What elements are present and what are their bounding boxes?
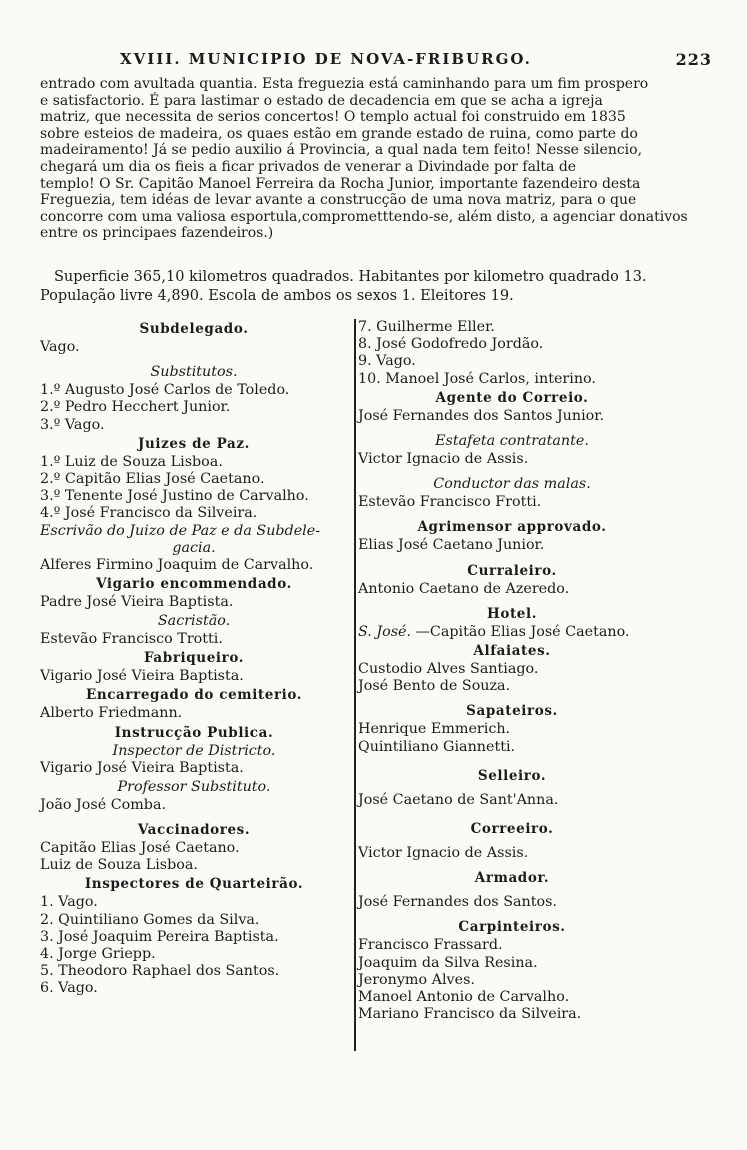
stats-population-line: População livre 4,890. Escola de ambos os sexos 1. Eleitores 19. bbox=[40, 288, 514, 304]
section-heading: Encarregado do cemiterio. bbox=[85, 687, 303, 704]
list-item: 8. José Godofredo Jordão. bbox=[358, 336, 544, 353]
section-heading: Conductor das malas. bbox=[433, 476, 591, 493]
section-heading: Vigario encommendado. bbox=[96, 575, 292, 592]
stats-area-line: Superficie 365,10 kilometros quadrados. Habitantes por kilometro quadrado 13. bbox=[54, 269, 647, 285]
entry: Vago. bbox=[40, 339, 80, 355]
intro-line: concorre com uma valiosa esportula,comprometttendo-se, além disto, a agenciar donativos bbox=[40, 208, 688, 225]
section-heading: Agrimensor approvado. bbox=[417, 519, 607, 536]
intro-line: e satisfactorio. É para lastimar o estado de decadencia em que se acha a igreja bbox=[40, 92, 603, 109]
entry: Victor Ignacio de Assis. bbox=[358, 845, 529, 862]
section-heading: Escrivão do Juizo de Paz e da Subdele- bbox=[40, 522, 321, 539]
entry: Estevão Francisco Frotti. bbox=[358, 494, 542, 511]
list-item: 10. Manoel José Carlos, interino. bbox=[358, 370, 596, 387]
intro-line: entrado com avultada quantia. Esta freguezia está caminhando para um fim prospero bbox=[40, 76, 649, 92]
hotel-name: S. José. bbox=[358, 623, 412, 640]
entry: Alberto Friedmann. bbox=[40, 705, 183, 722]
list-item: 1. Vago. bbox=[40, 894, 98, 911]
hotel-owner: —Capitão Elias José Caetano. bbox=[411, 623, 630, 640]
entry: Elias José Caetano Junior. bbox=[358, 537, 545, 554]
column-divider bbox=[354, 319, 356, 1051]
entry: José Fernandes dos Santos Junior. bbox=[358, 407, 605, 424]
list-item: 4. Jorge Griepp. bbox=[40, 946, 156, 963]
list-item: 2.º Pedro Hecchert Junior. bbox=[40, 399, 231, 416]
list-item: Manoel Antonio de Carvalho. bbox=[358, 989, 570, 1006]
statistics bbox=[40, 268, 712, 306]
list-item: 3.º Vago. bbox=[40, 416, 105, 433]
section-heading: Professor Substituto. bbox=[117, 778, 271, 795]
section-heading: Selleiro. bbox=[477, 767, 547, 784]
list-item: Luiz de Souza Lisboa. bbox=[40, 857, 198, 874]
section-heading: Curraleiro. bbox=[467, 562, 557, 579]
list-item: 2.º Capitão Elias José Caetano. bbox=[40, 471, 265, 488]
intro-line: madeiramento! Já se pedio auxilio á Provincia, a qual nada tem feito! Nesse silencio, bbox=[40, 142, 643, 159]
intro-line: sobre esteios de madeira, os quaes estão em grande estado de ruina, como parte do bbox=[40, 125, 638, 142]
entry: Antonio Caetano de Azeredo. bbox=[358, 580, 570, 597]
entry: Alferes Firmino Joaquim de Carvalho. bbox=[40, 556, 314, 573]
list-item: Jeronymo Alves. bbox=[358, 971, 475, 988]
intro-line: matriz, que necessita de serios concertos! O templo actual foi construido em 1835 bbox=[40, 109, 626, 126]
page-number: 223 bbox=[675, 50, 712, 69]
list-item: 6. Vago. bbox=[40, 980, 98, 997]
list-item: 9. Vago. bbox=[358, 353, 416, 370]
list-item: 5. Theodoro Raphael dos Santos. bbox=[40, 963, 280, 980]
running-title: XVIII. MUNICIPIO DE NOVA-FRIBURGO. bbox=[120, 50, 532, 68]
list-item: Henrique Emmerich. bbox=[358, 721, 511, 738]
section-heading: Fabriqueiro. bbox=[143, 650, 245, 667]
section-heading: Sapateiros. bbox=[466, 703, 558, 720]
list-item: 7. Guilherme Eller. bbox=[358, 319, 495, 335]
list-item: 4.º José Francisco da Silveira. bbox=[40, 505, 258, 522]
section-heading: Estafeta contratante. bbox=[435, 433, 589, 450]
left-column bbox=[40, 319, 348, 998]
section-heading: Juizes de Paz. bbox=[138, 435, 250, 452]
entry: Estevão Francisco Trotti. bbox=[40, 631, 223, 648]
entry: Vigario José Vieira Baptista. bbox=[40, 668, 244, 685]
entry bbox=[358, 624, 666, 641]
list-item: Quintiliano Giannetti. bbox=[358, 738, 516, 755]
list-item: Custodio Alves Santiago. bbox=[358, 661, 539, 678]
section-heading: Substitutos. bbox=[150, 364, 238, 381]
list-item: 3.º Tenente José Justino de Carvalho. bbox=[40, 488, 309, 505]
list-item: Francisco Frassard. bbox=[358, 937, 503, 954]
entry: Vigario José Vieira Baptista. bbox=[40, 759, 244, 776]
list-item: 2. Quintiliano Gomes da Silva. bbox=[40, 911, 260, 928]
section-heading: Inspector de Districto. bbox=[112, 742, 276, 759]
intro-line: templo! O Sr. Capitão Manoel Ferreira da Rocha Junior, importante fazendeiro desta bbox=[40, 175, 641, 192]
list-item: Mariano Francisco da Silveira. bbox=[358, 1006, 582, 1023]
section-heading: Correeiro. bbox=[470, 821, 554, 838]
section-heading: Agente do Correio. bbox=[435, 389, 589, 406]
section-heading: Sacristão. bbox=[157, 613, 231, 630]
list-item: 1.º Luiz de Souza Lisboa. bbox=[40, 453, 223, 470]
entry: José Caetano de Sant'Anna. bbox=[358, 791, 559, 808]
list-item: 3. José Joaquim Pereira Baptista. bbox=[40, 928, 279, 945]
section-heading-cont: gacia. bbox=[172, 539, 216, 556]
section-heading: Armador. bbox=[474, 870, 550, 887]
section-heading: Carpinteiros. bbox=[458, 919, 566, 936]
list-item: 1.º Augusto José Carlos de Toledo. bbox=[40, 382, 290, 399]
intro-paragraph bbox=[40, 76, 712, 242]
intro-line: Freguezia, tem idéas de levar avante a construcção de uma nova matriz, para o que bbox=[40, 192, 637, 209]
entry: Victor Ignacio de Assis. bbox=[358, 451, 529, 468]
section-heading: Instrucção Publica. bbox=[114, 724, 274, 741]
section-heading: Subdelegado. bbox=[139, 321, 249, 337]
entry: João José Comba. bbox=[40, 796, 167, 813]
list-item: Capitão Elias José Caetano. bbox=[40, 840, 240, 857]
directory-columns bbox=[40, 319, 712, 1051]
entry: Padre José Vieira Baptista. bbox=[40, 593, 234, 610]
section-heading: Hotel. bbox=[486, 605, 537, 622]
entry: José Fernandes dos Santos. bbox=[358, 894, 557, 911]
list-item: José Bento de Souza. bbox=[358, 678, 511, 695]
section-heading: Vaccinadores. bbox=[137, 822, 251, 839]
right-column bbox=[358, 319, 666, 1023]
section-heading: Alfaiates. bbox=[473, 643, 551, 660]
intro-line: entre os principaes fazendeiros.) bbox=[40, 225, 274, 242]
list-item: Joaquim da Silva Resina. bbox=[358, 954, 538, 971]
intro-line: chegará um dia os fieis a ficar privados de venerar a Divindade por falta de bbox=[40, 158, 577, 175]
page-header bbox=[40, 50, 712, 72]
section-heading: Inspectores de Quarteirão. bbox=[84, 876, 304, 893]
